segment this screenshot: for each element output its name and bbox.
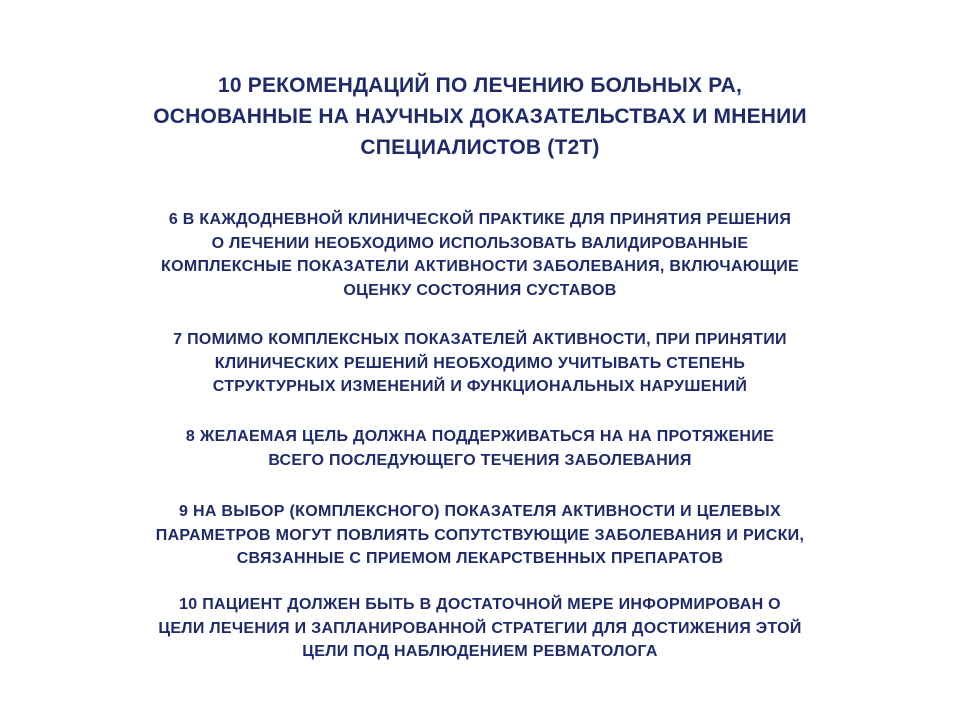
recommendation-line: 8 ЖЕЛАЕМАЯ ЦЕЛЬ ДОЛЖНА ПОДДЕРЖИВАТЬСЯ НА НА ПРОТЯЖЕНИЕ [185, 428, 775, 445]
recommendation-line: ЦЕЛИ ЛЕЧЕНИЯ И ЗАПЛАНИРОВАННОЙ СТРАТЕГИИ ДЛЯ ДОСТИЖЕНИЯ ЭТОЙ [158, 619, 802, 637]
recommendation-line: КЛИНИЧЕСКИХ РЕШЕНИЙ НЕОБХОДИМО УЧИТЫВАТЬ СТЕПЕНЬ [214, 354, 746, 372]
recommendation-9 [40, 500, 920, 571]
slide-title [40, 70, 920, 163]
recommendation-line: КОМПЛЕКСНЫЕ ПОКАЗАТЕЛИ АКТИВНОСТИ ЗАБОЛЕВАНИЯ, ВКЛЮЧАЮЩИЕ [161, 258, 799, 275]
recommendation-line: ВСЕГО ПОСЛЕДУЮЩЕГО ТЕЧЕНИЯ ЗАБОЛЕВАНИЯ [268, 451, 692, 469]
recommendation-line: О ЛЕЧЕНИИ НЕОБХОДИМО ИСПОЛЬЗОВАТЬ ВАЛИДИРОВАННЫЕ [211, 234, 749, 252]
title-line: 10 РЕКОМЕНДАЦИЙ ПО ЛЕЧЕНИЮ БОЛЬНЫХ РА, [217, 74, 743, 97]
title-line: СПЕЦИАЛИСТОВ (T2T) [360, 136, 600, 159]
recommendation-line: 9 НА ВЫБОР (КОМПЛЕКСНОГО) ПОКАЗАТЕЛЯ АКТИВНОСТИ И ЦЕЛЕВЫХ [179, 503, 781, 520]
recommendation-line: ЦЕЛИ ПОД НАБЛЮДЕНИЕМ РЕВМАТОЛОГА [302, 643, 658, 660]
recommendation-line: 10 ПАЦИЕНТ ДОЛЖЕН БЫТЬ В ДОСТАТОЧНОЙ МЕРЕ ИНФОРМИРОВАН О [179, 596, 781, 613]
recommendation-7 [40, 328, 920, 399]
recommendation-line: ОЦЕНКУ СОСТОЯНИЯ СУСТАВОВ [343, 281, 617, 299]
recommendation-6 [40, 208, 920, 302]
recommendation-line: СВЯЗАННЫЕ С ПРИЕМОМ ЛЕКАРСТВЕННЫХ ПРЕПАРАТОВ [236, 550, 724, 567]
recommendation-10 [40, 593, 920, 664]
recommendation-line: 7 ПОМИМО КОМПЛЕКСНЫХ ПОКАЗАТЕЛЕЙ АКТИВНОСТИ, ПРИ ПРИНЯТИИ [173, 331, 787, 348]
recommendation-line: 6 В КАЖДОДНЕВНОЙ КЛИНИЧЕСКОЙ ПРАКТИКЕ ДЛЯ ПРИНЯТИЯ РЕШЕНИЯ [168, 211, 792, 228]
recommendation-line: ПАРАМЕТРОВ МОГУТ ПОВЛИЯТЬ СОПУТСТВУЮЩИЕ ЗАБОЛЕВАНИЯ И РИСКИ, [155, 526, 805, 544]
recommendation-line: СТРУКТУРНЫХ ИЗМЕНЕНИЙ И ФУНКЦИОНАЛЬНЫХ НАРУШЕНИЙ [212, 378, 748, 395]
title-line: ОСНОВАННЫЕ НА НАУЧНЫХ ДОКАЗАТЕЛЬСТВАХ И МНЕНИИ [153, 105, 807, 128]
recommendation-8 [40, 425, 920, 472]
